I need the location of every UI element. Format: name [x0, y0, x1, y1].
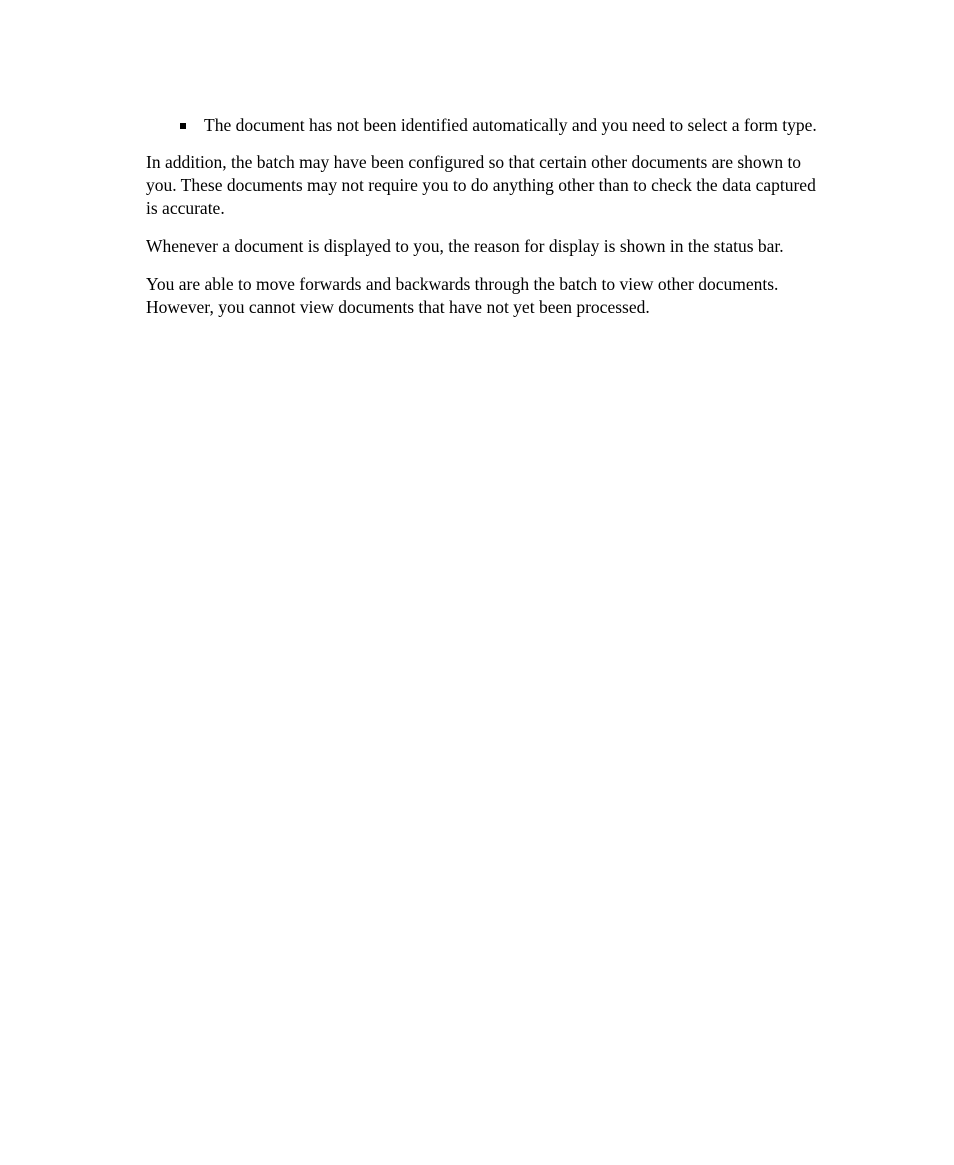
- bullet-text: The document has not been identified automatically and you need to select a form type.: [204, 115, 817, 135]
- document-page: [146, 114, 826, 334]
- paragraph-navigation: You are able to move forwards and backwards through the batch to view other documents. However, you cannot view documents that have not yet been processed.: [146, 274, 779, 317]
- paragraph-status-bar: Whenever a document is displayed to you, the reason for display is shown in the status bar.: [146, 236, 784, 256]
- square-bullet-icon: [180, 123, 186, 129]
- bullet-list: [146, 114, 826, 137]
- paragraph-batch-configuration: In addition, the batch may have been configured so that certain other documents are shown to you. These documents may not require you to do anything other than to check the data captured is accurate.: [146, 152, 816, 218]
- bullet-item: [204, 114, 826, 137]
